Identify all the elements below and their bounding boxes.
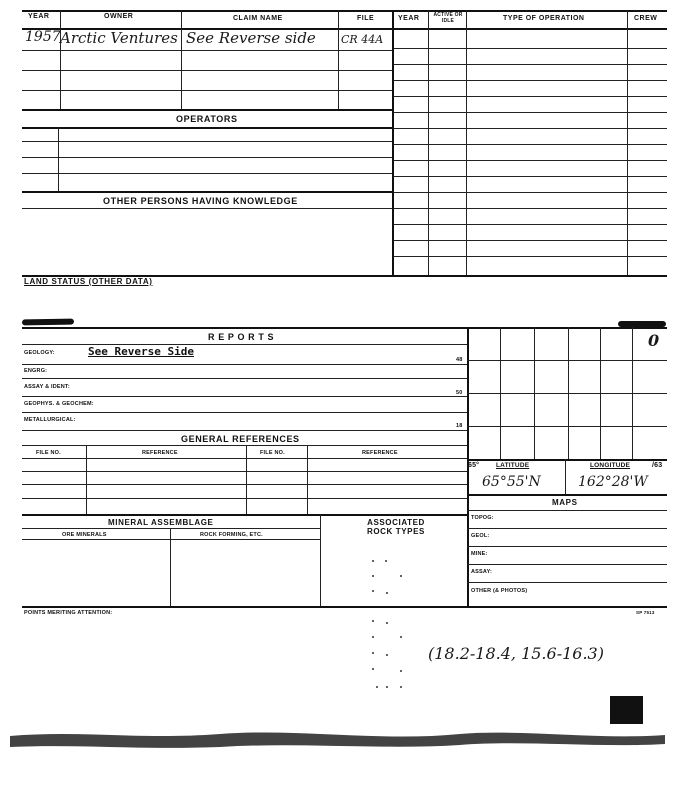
header-year: YEAR [28,13,50,20]
metallurgical-label: METALLURGICAL: [24,417,76,423]
ref-header-file-no: FILE NO. [36,450,61,456]
header-active-or-idle: ACTIVE OR IDLE [433,12,463,24]
engrg-label: ENGRG: [24,368,48,374]
geology-label: GEOLOGY: [24,350,55,356]
latitude-value: 65°55'N [482,474,541,490]
ref-header-file-no: FILE NO. [260,450,285,456]
maps-other: OTHER (& PHOTOS) [471,588,528,594]
header-claim-name: CLAIM NAME [233,15,283,22]
latitude-label: LATITUDE [496,462,530,469]
associated-rock-types-heading: ASSOCIATED ROCK TYPES [366,518,425,536]
longitude-suffix: /63 [652,462,663,469]
claim-owner: Arctic Ventures [60,29,178,47]
header-crew: CREW [634,15,658,22]
ore-minerals-label: ORE MINERALS [62,532,107,538]
scan-smear [0,720,678,750]
margin-number: 48 [456,357,463,363]
rock-forming-label: ROCK FORMING, ETC. [200,532,263,538]
longitude-label: LONGITUDE [590,462,631,469]
claim-file: CR 44A [341,33,384,46]
assay-ident-label: ASSAY & IDENT: [24,384,70,390]
operators-heading: OPERATORS [176,114,238,124]
maps-geol: GEOL: [471,533,490,539]
form-number: SP 7513 [636,610,655,615]
geology-value: See Reverse Side [88,345,194,358]
geophys-label: GEOPHYS. & GEOCHEM: [24,401,94,407]
ref-header-reference: REFERENCE [362,450,398,456]
header-year-2: YEAR [398,15,420,22]
latitude-prefix: 65° [468,462,480,469]
header-file: FILE [357,15,375,22]
longitude-value: 162°28'W [578,474,648,490]
other-persons-heading: OTHER PERSONS HAVING KNOWLEDGE [103,196,298,206]
header-owner: OWNER [104,13,134,20]
header-type-of-operation: TYPE OF OPERATION [503,15,585,22]
maps-heading: MAPS [552,498,578,507]
mineral-assemblage-heading: MINERAL ASSEMBLAGE [108,518,214,527]
reports-heading: R E P O R T S [208,332,275,342]
ref-header-reference: REFERENCE [142,450,178,456]
land-status-heading: LAND STATUS (OTHER DATA) [24,277,153,286]
margin-number: 50 [456,390,463,396]
margin-number: 18 [456,423,463,429]
claim-name-value: See Reverse side [186,29,316,47]
general-references-heading: GENERAL REFERENCES [181,434,300,444]
maps-mine: MINE: [471,551,488,557]
claim-year: 1957 [25,29,61,45]
maps-assay: ASSAY: [471,569,493,575]
points-meriting-attention: POINTS MERITING ATTENTION: [24,610,113,616]
grid-mark: 0 [648,331,660,350]
smudge-mark [22,319,74,326]
handwritten-note: (18.2-18.4, 15.6-16.3) [428,644,604,663]
maps-topog: TOPOG: [471,515,494,521]
